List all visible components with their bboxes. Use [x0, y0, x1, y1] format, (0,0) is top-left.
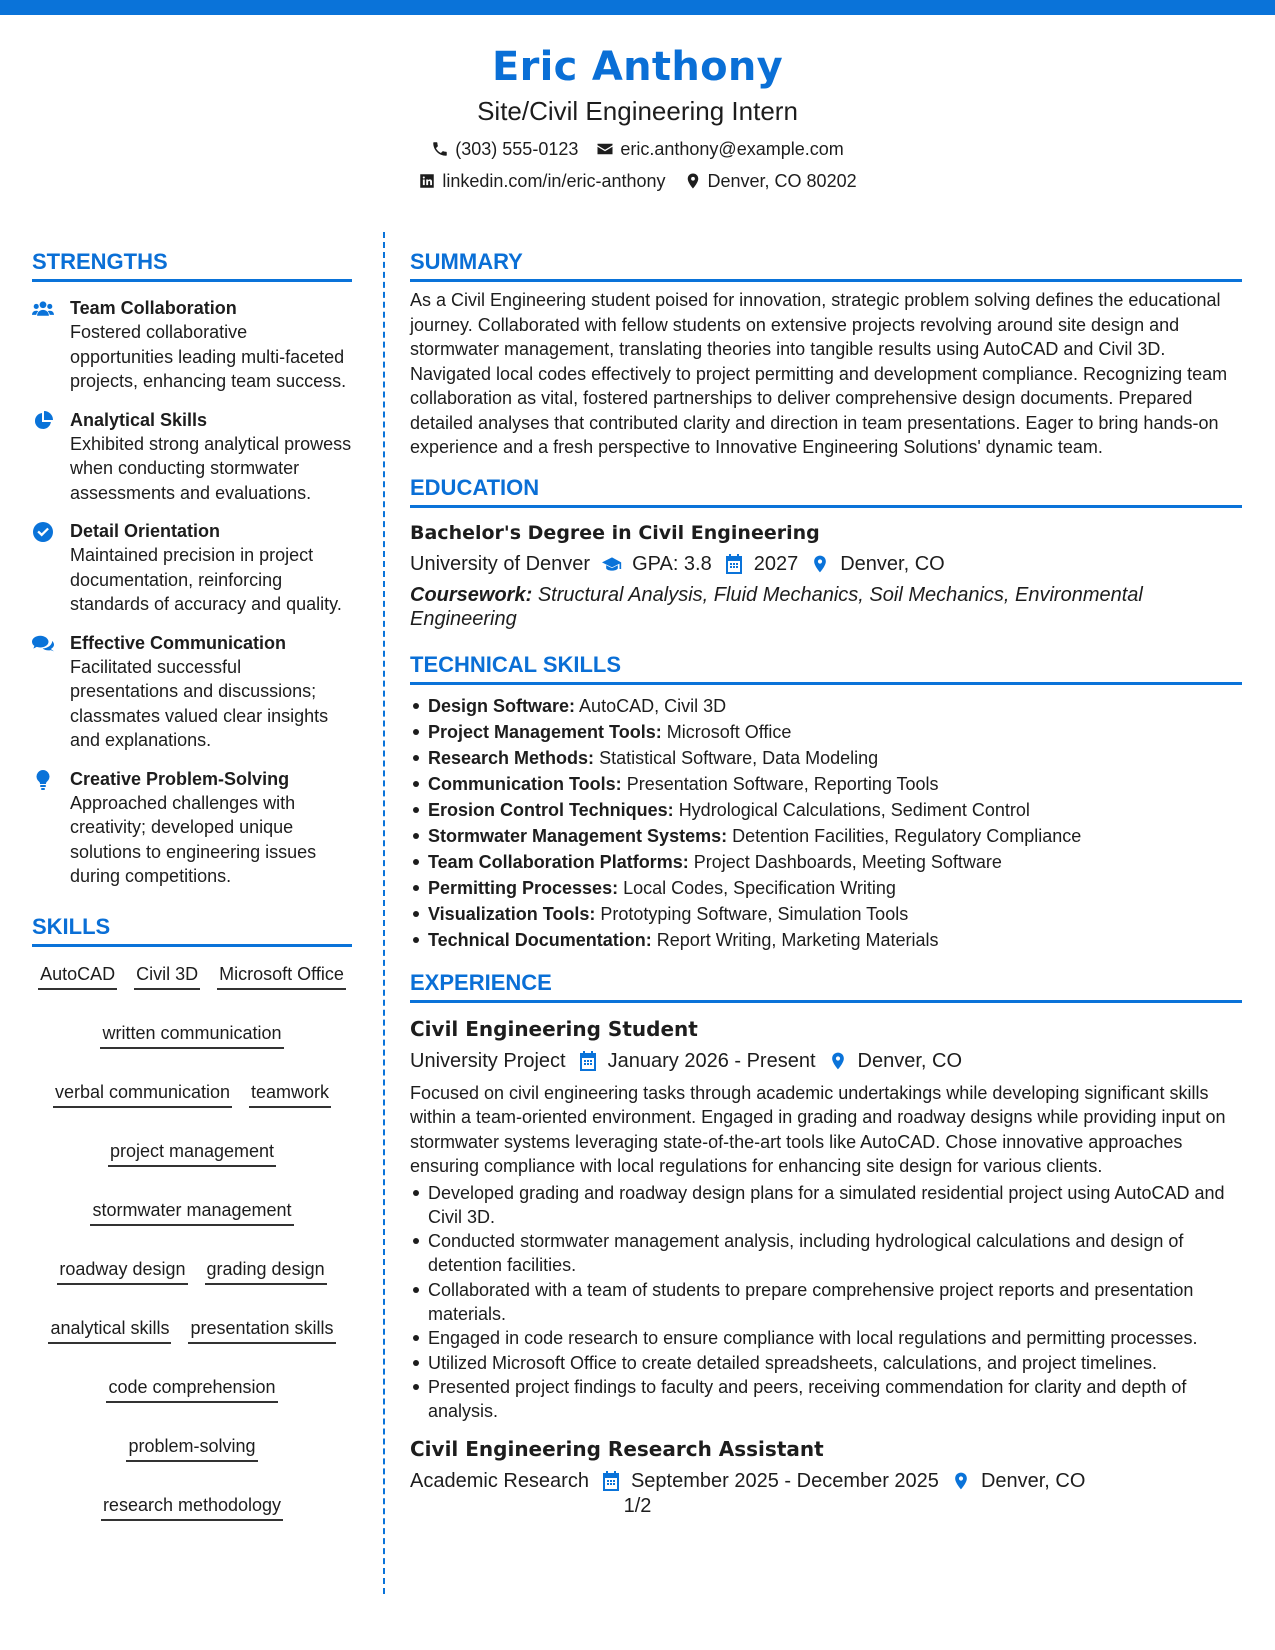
- list-item: Developed grading and roadway design plans for a simulated residential project using AutoCAD and Civil 3D.: [410, 1181, 1242, 1230]
- school-name: University of Denver: [410, 552, 591, 575]
- map-marker-icon: [951, 1471, 971, 1491]
- strength-item: [32, 631, 352, 753]
- linkedin-text[interactable]: linkedin.com/in/eric-anthony: [442, 171, 666, 191]
- phone-contact: [431, 138, 578, 160]
- job-org: University Project: [410, 1049, 566, 1072]
- job-bullets: [410, 1181, 1242, 1424]
- job-title: Civil Engineering Research Assistant: [410, 1437, 824, 1462]
- skill-tag: Microsoft Office: [217, 963, 346, 990]
- lightbulb-icon: [32, 770, 54, 790]
- skills-heading: SKILLS: [32, 913, 352, 947]
- coursework-list: Structural Analysis, Fluid Mechanics, Soil Mechanics, Environmental Engineering: [410, 583, 1143, 630]
- location-contact: [684, 170, 857, 192]
- skill-tag: presentation skills: [188, 1317, 335, 1344]
- linkedin-contact[interactable]: [418, 170, 665, 192]
- list-item: Design Software: AutoCAD, Civil 3D: [410, 693, 1242, 719]
- strength-title: Analytical Skills: [70, 409, 208, 430]
- strength-item: [32, 519, 352, 617]
- skills-tag-cloud: [32, 963, 352, 1521]
- list-item: Collaborated with a team of students to prepare comprehensive project reports and presentation materials.: [410, 1278, 1242, 1327]
- education-heading: EDUCATION: [410, 474, 1242, 508]
- check-circle-icon: [32, 522, 54, 542]
- graduation-year: 2027: [753, 552, 799, 575]
- email-text[interactable]: eric.anthony@example.com: [620, 139, 844, 159]
- list-item: Erosion Control Techniques: Hydrological Calculations, Sediment Control: [410, 797, 1242, 823]
- job-dates: September 2025 - December 2025: [630, 1470, 939, 1493]
- education-location: Denver, CO: [840, 552, 945, 575]
- phone-text: (303) 555-0123: [455, 139, 579, 159]
- list-item: Engaged in code research to ensure compliance with local regulations and permitting processes.: [410, 1326, 1242, 1350]
- list-item: Utilized Microsoft Office to create detailed spreadsheets, calculations, and project timelines.: [410, 1351, 1242, 1375]
- strength-title: Effective Communication: [70, 632, 287, 653]
- strength-item: [32, 408, 352, 506]
- job-location: Denver, CO: [857, 1049, 962, 1072]
- strength-item: [32, 296, 352, 394]
- education-meta: [410, 550, 1242, 578]
- skill-tag: Civil 3D: [134, 963, 200, 990]
- skill-tag: teamwork: [249, 1081, 331, 1108]
- technical-skills-list: [410, 693, 1242, 953]
- strength-title: Team Collaboration: [70, 298, 237, 318]
- skill-tag: analytical skills: [48, 1317, 171, 1344]
- skill-tag: AutoCAD: [38, 963, 117, 990]
- candidate-name: Eric Anthony: [491, 44, 784, 90]
- strengths-heading: STRENGTHS: [32, 248, 352, 282]
- job-location: Denver, CO: [980, 1470, 1086, 1493]
- strength-title: Detail Orientation: [70, 521, 221, 541]
- left-column: [32, 248, 352, 1521]
- skill-tag: grading design: [205, 1258, 327, 1285]
- list-item: Project Management Tools: Microsoft Office: [410, 719, 1242, 745]
- calendar-icon: [724, 554, 744, 574]
- technical-skills-heading: TECHNICAL SKILLS: [410, 651, 1242, 685]
- strength-desc: Facilitated successful presentations and discussions; classmates valued clear insights and explanations.: [70, 656, 329, 750]
- list-item: Stormwater Management Systems: Detention Facilities, Regulatory Compliance: [410, 823, 1242, 849]
- strength-desc: Approached challenges with creativity; developed unique solutions to engineering issues during competitions.: [70, 792, 317, 886]
- phone-icon: [431, 140, 449, 158]
- skill-tag: verbal communication: [53, 1081, 232, 1108]
- job-meta: [410, 1467, 1242, 1495]
- users-icon: [32, 299, 54, 319]
- graduation-cap-icon: [602, 554, 622, 574]
- linkedin-icon: [418, 172, 436, 190]
- candidate-role: Site/Civil Engineering Intern: [477, 96, 798, 126]
- job-title: Civil Engineering Student: [410, 1016, 698, 1041]
- email-contact[interactable]: [596, 138, 843, 160]
- skill-tag: project management: [108, 1140, 276, 1167]
- right-column: [410, 248, 1242, 1495]
- list-item: Communication Tools: Presentation Software, Reporting Tools: [410, 771, 1242, 797]
- calendar-icon: [601, 1471, 621, 1491]
- job-org: Academic Research: [410, 1470, 589, 1493]
- coursework-label: Coursework:: [410, 583, 533, 606]
- map-marker-icon: [684, 172, 702, 190]
- calendar-icon: [578, 1051, 598, 1071]
- list-item: Conducted stormwater management analysis, including hydrological calculations and design of detention facilities.: [410, 1229, 1242, 1278]
- column-divider: [383, 232, 385, 1594]
- strength-desc: Maintained precision in project documentation, reinforcing standards of accuracy and quality.: [70, 545, 342, 614]
- skill-tag: code comprehension: [106, 1376, 277, 1403]
- list-item: Permitting Processes: Local Codes, Specification Writing: [410, 875, 1242, 901]
- job-meta: [410, 1047, 1242, 1075]
- list-item: Team Collaboration Platforms: Project Dashboards, Meeting Software: [410, 849, 1242, 875]
- location-text: Denver, CO 80202: [707, 171, 857, 191]
- resume-header: [0, 42, 1275, 192]
- summary-heading: SUMMARY: [410, 248, 1242, 282]
- strength-desc: Exhibited strong analytical prowess when conducting stormwater assessments and evaluations.: [70, 433, 352, 503]
- strength-title: Creative Problem-Solving: [70, 768, 290, 789]
- contact-row-1: [0, 138, 1275, 160]
- list-item: Visualization Tools: Prototyping Software, Simulation Tools: [410, 901, 1242, 927]
- comments-icon: [32, 634, 54, 654]
- strength-desc: Fostered collaborative opportunities leading multi-faceted projects, enhancing team success.: [70, 322, 347, 391]
- experience-heading: EXPERIENCE: [410, 969, 1242, 1003]
- list-item: Research Methods: Statistical Software, Data Modeling: [410, 745, 1242, 771]
- list-item: Presented project findings to faculty and peers, receiving commendation for clarity and depth of analysis.: [410, 1375, 1242, 1424]
- page-number: 1/2: [623, 1495, 652, 1517]
- envelope-icon: [596, 140, 614, 158]
- skill-tag: written communication: [100, 1022, 283, 1049]
- gpa-text: GPA: 3.8: [632, 552, 712, 575]
- job-description: Focused on civil engineering tasks through academic undertakings while developing significant skills within a team-oriented environment. Engaged in grading and roadway designs while providing input on stormwater systems leveraging state-of-the-art tools like AutoCAD. Chose innovative approaches ensuring compliance with local regulations for enhancing site design for various clients.: [410, 1082, 1226, 1176]
- summary-text: As a Civil Engineering student poised for innovation, strategic problem solving defines the educational journey. Collaborated with fellow students on extensive projects revolving around site design and stormwater management, translating theories into tangible results using AutoCAD and Civil 3D. Navigated local codes effectively to project permitting and development compliance. Recognizing team collaboration as vital, fostered partnerships to deliver comprehensive design documents. Prepared detailed analyses that contributed clarity and direction in team presentations. Eager to bring hands-on experience and a fresh perspective to Innovative Engineering Solutions' dynamic team.: [410, 290, 1228, 457]
- contact-row-2: [0, 170, 1275, 192]
- skill-tag: stormwater management: [90, 1199, 293, 1226]
- map-marker-icon: [810, 554, 830, 574]
- skill-tag: problem-solving: [126, 1435, 257, 1462]
- skill-tag: research methodology: [101, 1494, 283, 1521]
- chart-pie-icon: [32, 411, 54, 431]
- map-marker-icon: [828, 1051, 848, 1071]
- skill-tag: roadway design: [57, 1258, 187, 1285]
- strength-item: [32, 767, 352, 889]
- coursework: [410, 583, 1242, 631]
- list-item: Technical Documentation: Report Writing, Marketing Materials: [410, 927, 1242, 953]
- top-accent-bar: [0, 0, 1275, 15]
- degree-title: Bachelor's Degree in Civil Engineering: [410, 521, 820, 544]
- job-dates: January 2026 - Present: [607, 1049, 816, 1072]
